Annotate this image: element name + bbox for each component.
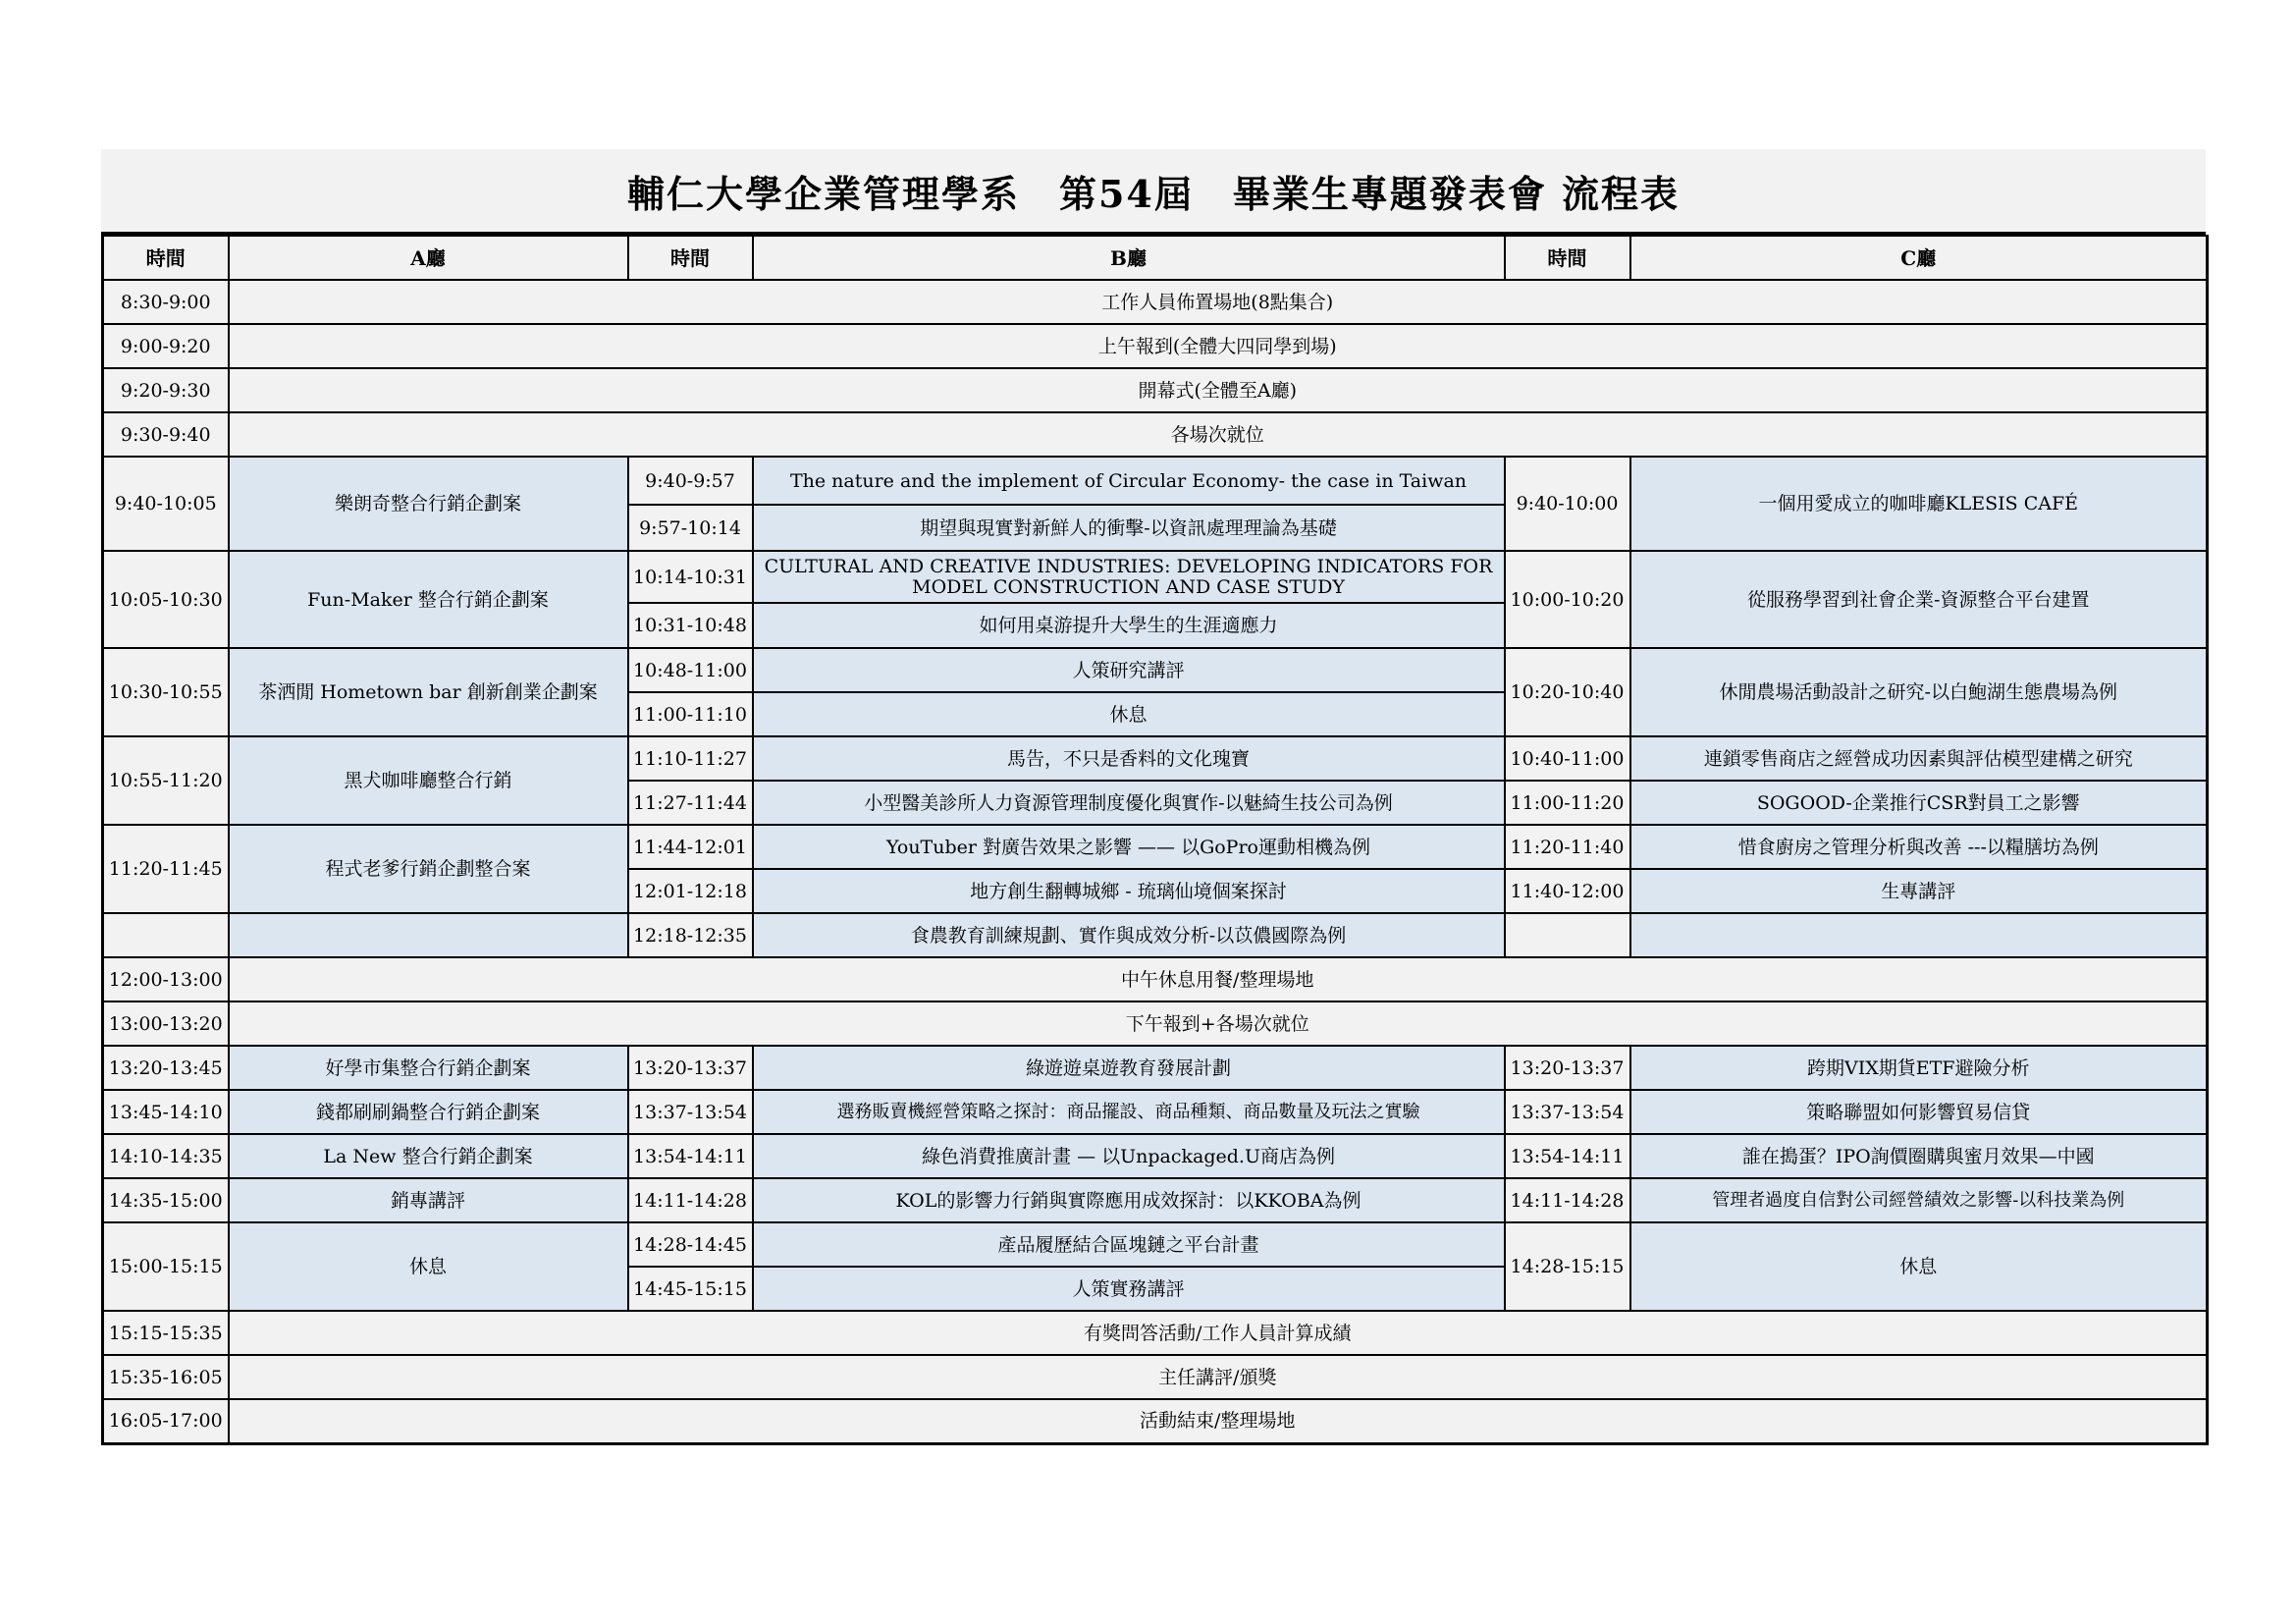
hall-c-session: 跨期VIX期貨ETF避險分析 <box>1630 1046 2208 1090</box>
event-cell: 主任講評/頒獎 <box>229 1355 2208 1399</box>
hall-a-session: 茶洒閒 Hometown bar 創新創業企劃案 <box>229 648 628 736</box>
time-cell: 10:40-11:00 <box>1505 736 1630 781</box>
table-row <box>103 1090 2208 1134</box>
time-cell: 12:18-12:35 <box>628 913 753 957</box>
table-row <box>103 280 2208 324</box>
time-cell: 15:15-15:35 <box>103 1311 229 1355</box>
time-cell: 10:30-10:55 <box>103 648 229 736</box>
time-cell: 15:35-16:05 <box>103 1355 229 1399</box>
time-cell: 13:54-14:11 <box>1505 1134 1630 1178</box>
hall-c-session: 休閒農場活動設計之研究-以白鮑湖生態農場為例 <box>1630 648 2208 736</box>
hall-c-session: 管理者過度自信對公司經營績效之影響-以科技業為例 <box>1630 1178 2208 1222</box>
hall-a-session-empty <box>229 913 628 957</box>
time-cell: 13:45-14:10 <box>103 1090 229 1134</box>
hall-c-session: 從服務學習到社會企業-資源整合平台建置 <box>1630 551 2208 648</box>
hall-b-session: 馬告，不只是香料的文化瑰寶 <box>753 736 1505 781</box>
time-cell: 13:20-13:37 <box>1505 1046 1630 1090</box>
table-row <box>103 825 2208 869</box>
time-cell: 9:40-10:00 <box>1505 457 1630 551</box>
header-hall-b: B廳 <box>753 236 1505 280</box>
schedule-table <box>101 235 2209 1445</box>
table-row <box>103 648 2208 692</box>
hall-b-session: 綠遊遊桌遊教育發展計劃 <box>753 1046 1505 1090</box>
time-cell: 14:28-15:15 <box>1505 1222 1630 1311</box>
table-row <box>103 1046 2208 1090</box>
event-cell: 下午報到+各場次就位 <box>229 1001 2208 1046</box>
hall-a-session: 樂朗奇整合行銷企劃案 <box>229 457 628 551</box>
time-cell: 12:00-13:00 <box>103 957 229 1001</box>
time-cell: 11:27-11:44 <box>628 781 753 825</box>
time-cell-empty <box>103 913 229 957</box>
header-hall-c: C廳 <box>1630 236 2208 280</box>
hall-b-session: KOL的影響力行銷與實際應用成效探討：以KKOBA為例 <box>753 1178 1505 1222</box>
hall-c-session: 休息 <box>1630 1222 2208 1311</box>
time-cell: 16:05-17:00 <box>103 1399 229 1443</box>
table-row <box>103 1311 2208 1355</box>
time-cell: 10:14-10:31 <box>628 551 753 603</box>
hall-a-session: Fun-Maker 整合行銷企劃案 <box>229 551 628 648</box>
table-row <box>103 1178 2208 1222</box>
hall-c-session: 策略聯盟如何影響貿易信貸 <box>1630 1090 2208 1134</box>
page-title: 輔仁大學企業管理學系 第54屆 畢業生專題發表會 流程表 <box>101 149 2206 235</box>
time-cell: 11:00-11:20 <box>1505 781 1630 825</box>
time-cell: 10:31-10:48 <box>628 603 753 648</box>
time-cell: 14:11-14:28 <box>628 1178 753 1222</box>
event-cell: 工作人員佈置場地(8點集合) <box>229 280 2208 324</box>
header-hall-a: A廳 <box>229 236 628 280</box>
hall-b-session: 小型醫美診所人力資源管理制度優化與實作-以魅綺生技公司為例 <box>753 781 1505 825</box>
time-cell: 8:30-9:00 <box>103 280 229 324</box>
time-cell: 11:20-11:40 <box>1505 825 1630 869</box>
table-row <box>103 1134 2208 1178</box>
header-row <box>103 236 2208 280</box>
table-row <box>103 368 2208 412</box>
hall-a-session: 好學市集整合行銷企劃案 <box>229 1046 628 1090</box>
header-time: 時間 <box>1505 236 1630 280</box>
time-cell: 11:40-12:00 <box>1505 869 1630 913</box>
hall-c-session: 誰在搗蛋？IPO詢價圈購與蜜月效果—中國 <box>1630 1134 2208 1178</box>
table-row <box>103 1001 2208 1046</box>
time-cell: 13:37-13:54 <box>1505 1090 1630 1134</box>
schedule-sheet <box>101 149 2206 1445</box>
time-cell: 14:10-14:35 <box>103 1134 229 1178</box>
time-cell: 13:20-13:45 <box>103 1046 229 1090</box>
hall-b-session: 地方創生翻轉城鄉 - 琉璃仙境個案探討 <box>753 869 1505 913</box>
time-cell-empty <box>1505 913 1630 957</box>
hall-c-session-empty <box>1630 913 2208 957</box>
hall-c-session: SOGOOD-企業推行CSR對員工之影響 <box>1630 781 2208 825</box>
hall-b-session: 選務販賣機經營策略之探討：商品擺設、商品種類、商品數量及玩法之實驗 <box>753 1090 1505 1134</box>
time-cell: 11:44-12:01 <box>628 825 753 869</box>
time-cell: 9:57-10:14 <box>628 505 753 551</box>
hall-b-session: YouTuber 對廣告效果之影響 —— 以GoPro運動相機為例 <box>753 825 1505 869</box>
hall-b-session: 休息 <box>753 692 1505 736</box>
hall-b-session: 人策實務講評 <box>753 1267 1505 1311</box>
hall-b-session: 食農教育訓練規劃、實作與成效分析-以苡儂國際為例 <box>753 913 1505 957</box>
time-cell: 11:20-11:45 <box>103 825 229 913</box>
hall-b-session: 如何用桌游提升大學生的生涯適應力 <box>753 603 1505 648</box>
hall-a-session: La New 整合行銷企劃案 <box>229 1134 628 1178</box>
hall-c-session: 惜食廚房之管理分析與改善 ---以糧膳坊為例 <box>1630 825 2208 869</box>
event-cell: 各場次就位 <box>229 412 2208 457</box>
hall-c-session: 生專講評 <box>1630 869 2208 913</box>
table-row <box>103 736 2208 781</box>
hall-b-session: CULTURAL AND CREATIVE INDUSTRIES: DEVELOPING INDICATORS FOR MODEL CONSTRUCTION AND CASE STUDY <box>753 551 1505 603</box>
hall-a-session: 銷專講評 <box>229 1178 628 1222</box>
hall-a-session: 黑犬咖啡廳整合行銷 <box>229 736 628 825</box>
header-time: 時間 <box>103 236 229 280</box>
hall-b-session: 綠色消費推廣計畫 — 以Unpackaged.U商店為例 <box>753 1134 1505 1178</box>
table-row <box>103 1355 2208 1399</box>
hall-b-session: The nature and the implement of Circular Economy- the case in Taiwan <box>753 457 1505 505</box>
time-cell: 9:00-9:20 <box>103 324 229 368</box>
hall-c-session: 一個用愛成立的咖啡廳KLESIS CAFÉ <box>1630 457 2208 551</box>
table-row <box>103 1399 2208 1443</box>
time-cell: 14:35-15:00 <box>103 1178 229 1222</box>
time-cell: 10:00-10:20 <box>1505 551 1630 648</box>
hall-a-session: 程式老爹行銷企劃整合案 <box>229 825 628 913</box>
time-cell: 13:00-13:20 <box>103 1001 229 1046</box>
table-row <box>103 913 2208 957</box>
time-cell: 12:01-12:18 <box>628 869 753 913</box>
time-cell: 13:37-13:54 <box>628 1090 753 1134</box>
time-cell: 11:00-11:10 <box>628 692 753 736</box>
table-row <box>103 957 2208 1001</box>
event-cell: 活動結束/整理場地 <box>229 1399 2208 1443</box>
hall-b-session: 產品履歷結合區塊鏈之平台計畫 <box>753 1222 1505 1267</box>
table-row <box>103 457 2208 505</box>
table-row <box>103 551 2208 603</box>
time-cell: 10:48-11:00 <box>628 648 753 692</box>
hall-b-session: 期望與現實對新鮮人的衝擊-以資訊處理理論為基礎 <box>753 505 1505 551</box>
time-cell: 10:55-11:20 <box>103 736 229 825</box>
time-cell: 9:40-10:05 <box>103 457 229 551</box>
hall-b-session: 人策研究講評 <box>753 648 1505 692</box>
hall-a-session: 錢都刷刷鍋整合行銷企劃案 <box>229 1090 628 1134</box>
time-cell: 10:20-10:40 <box>1505 648 1630 736</box>
time-cell: 13:20-13:37 <box>628 1046 753 1090</box>
time-cell: 14:28-14:45 <box>628 1222 753 1267</box>
time-cell: 14:11-14:28 <box>1505 1178 1630 1222</box>
time-cell: 15:00-15:15 <box>103 1222 229 1311</box>
time-cell: 10:05-10:30 <box>103 551 229 648</box>
table-row <box>103 412 2208 457</box>
hall-c-session: 連鎖零售商店之經營成功因素與評估模型建構之研究 <box>1630 736 2208 781</box>
time-cell: 9:20-9:30 <box>103 368 229 412</box>
time-cell: 9:30-9:40 <box>103 412 229 457</box>
event-cell: 中午休息用餐/整理場地 <box>229 957 2208 1001</box>
time-cell: 13:54-14:11 <box>628 1134 753 1178</box>
time-cell: 14:45-15:15 <box>628 1267 753 1311</box>
event-cell: 有獎問答活動/工作人員計算成績 <box>229 1311 2208 1355</box>
time-cell: 9:40-9:57 <box>628 457 753 505</box>
hall-a-session: 休息 <box>229 1222 628 1311</box>
time-cell: 11:10-11:27 <box>628 736 753 781</box>
table-row <box>103 324 2208 368</box>
table-row <box>103 1222 2208 1267</box>
event-cell: 上午報到(全體大四同學到場) <box>229 324 2208 368</box>
header-time: 時間 <box>628 236 753 280</box>
event-cell: 開幕式(全體至A廳) <box>229 368 2208 412</box>
